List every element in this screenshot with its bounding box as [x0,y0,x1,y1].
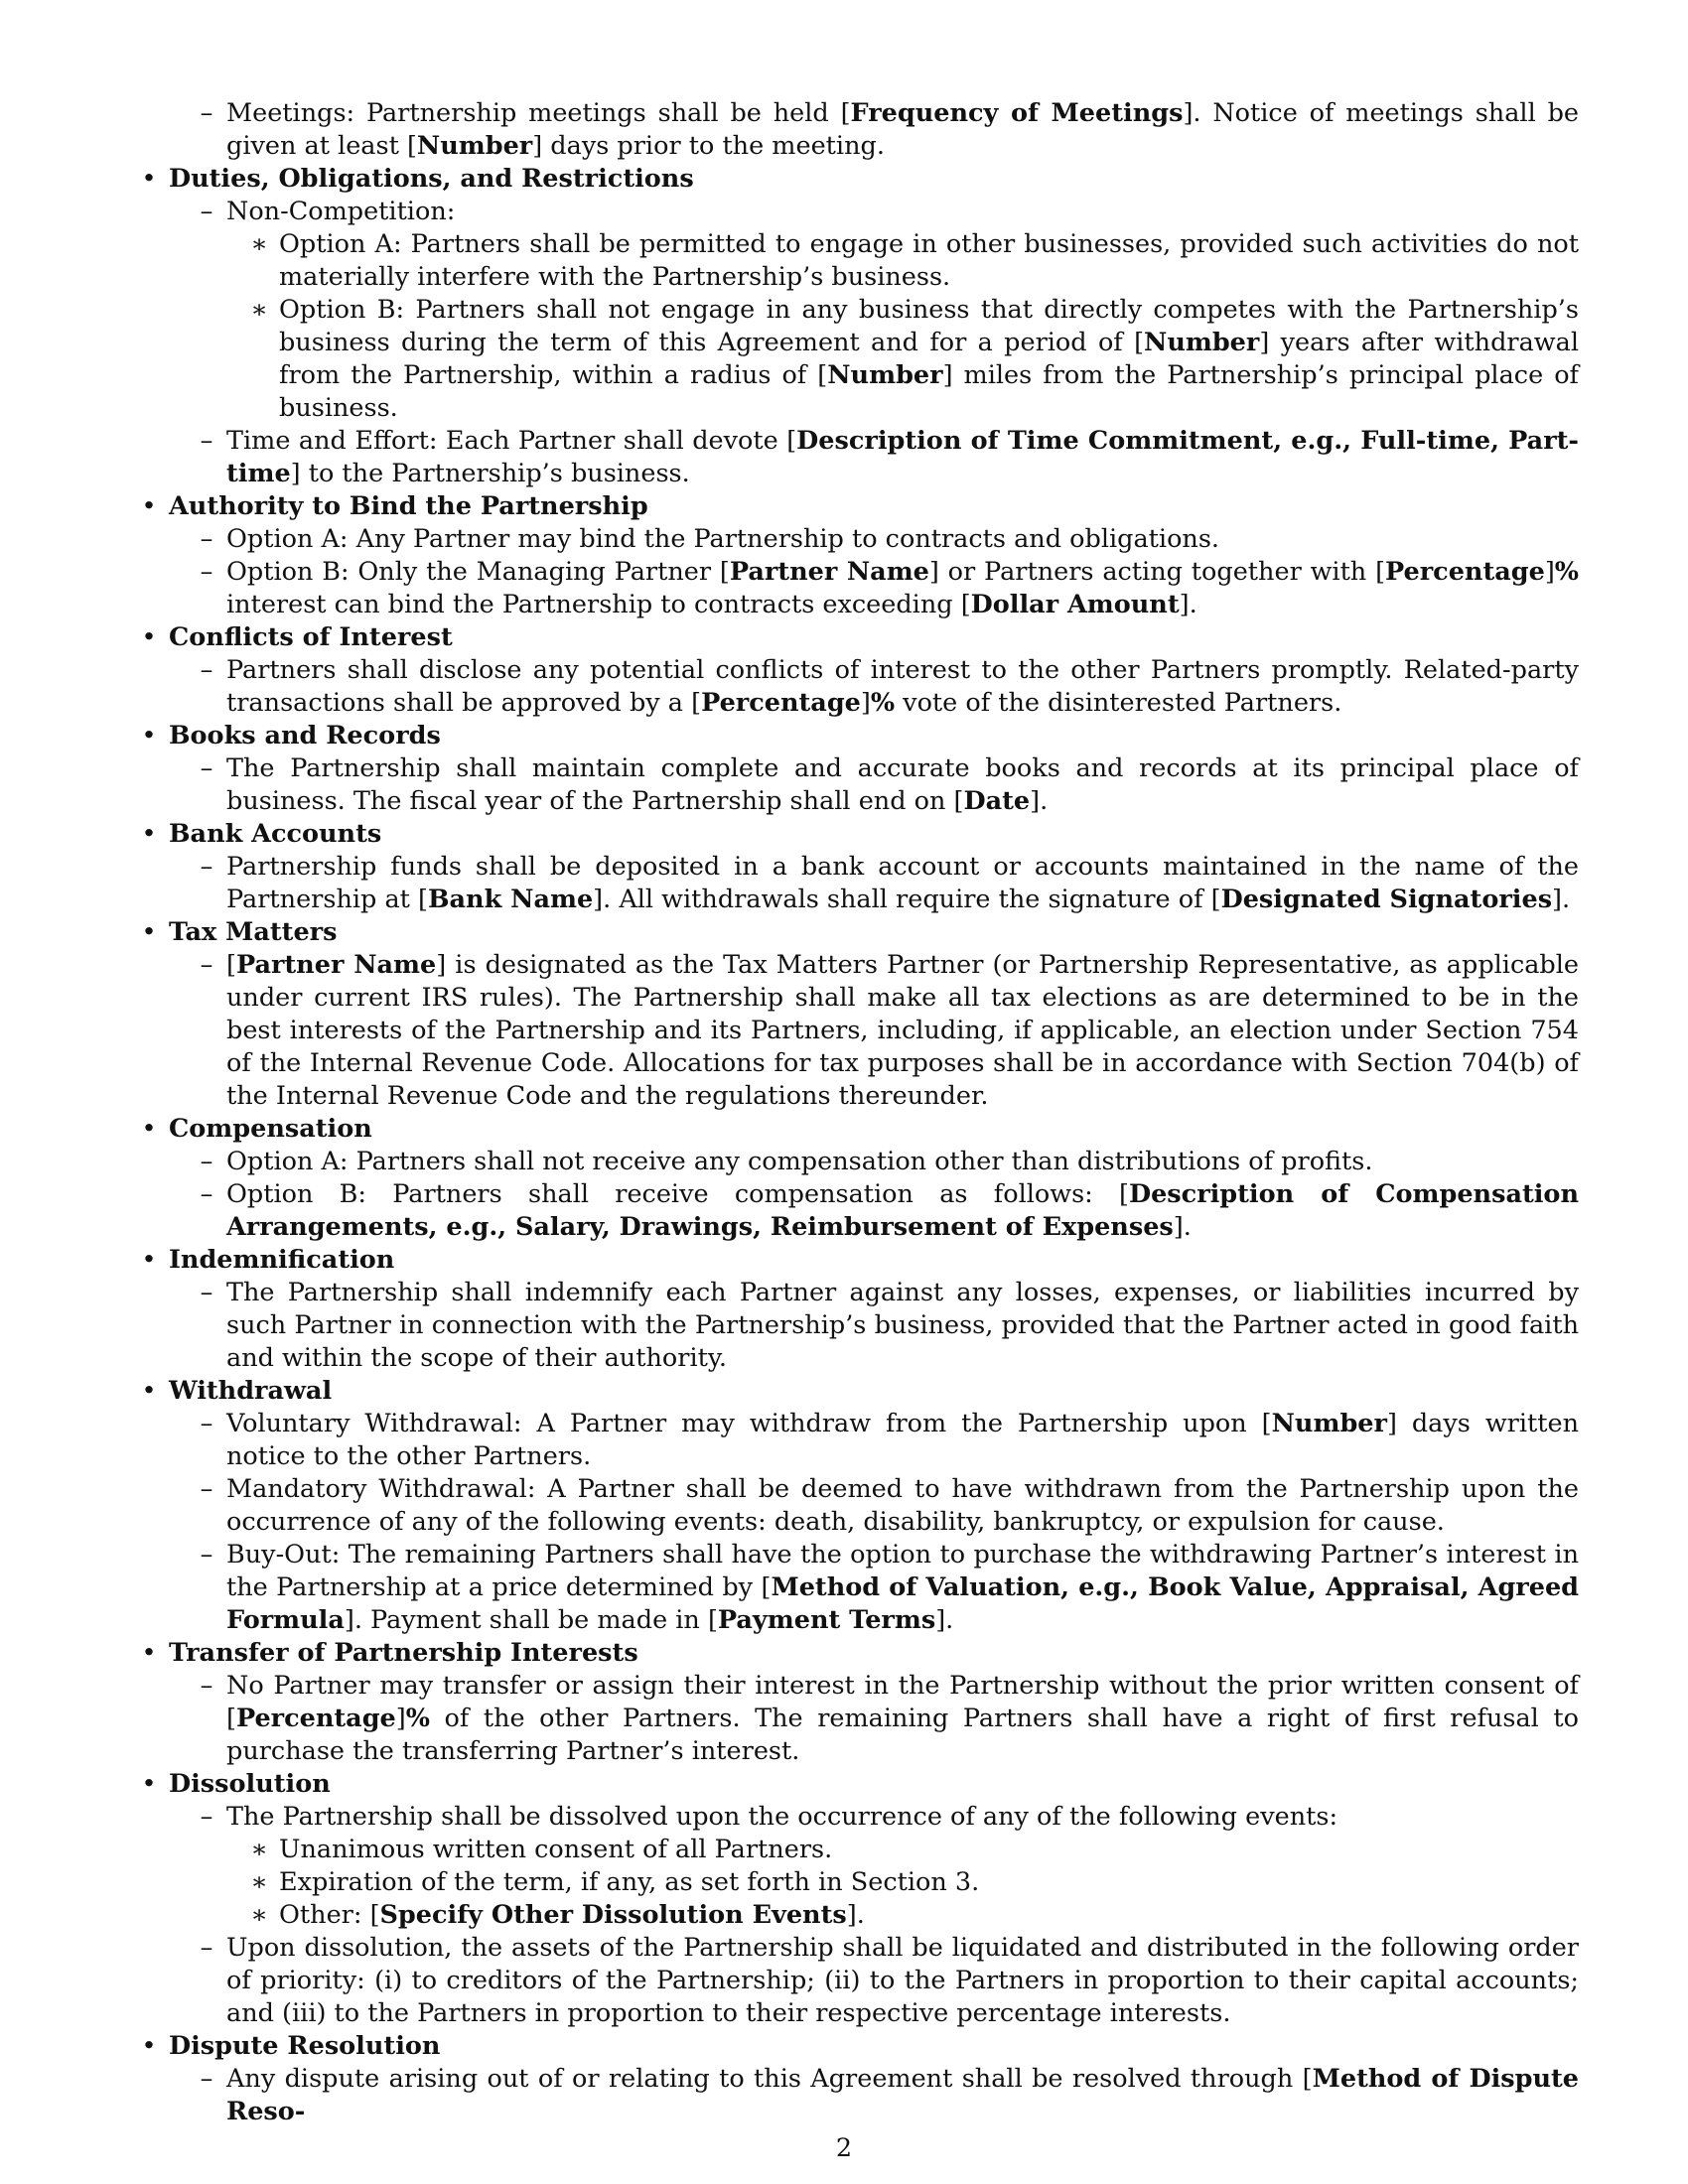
list-item: – Partners shall disclose any potential conflicts of interest to the other Partners promptly. Related-party transactions shall be approved by a [Percentage]% vote of the disinterested Partners. [200,655,1579,718]
list-item: – Option B: Only the Managing Partner [Partner Name] or Partners acting together with [Percentage]% interest can bind the Partnership to contracts exceeding [Dollar Amount]. [200,557,1580,619]
section-title: Tax Matters [169,917,338,947]
list-item: – The Partnership shall maintain complete and accurate books and records at its principal place of business. The fiscal year of the Partnership shall end on [Date]. [200,753,1579,816]
section-title: Dispute Resolution [169,2031,441,2061]
list-item: – Partnership funds shall be deposited in a bank account or accounts maintained in the name of the Partnership at [Bank Name]. All withdrawals shall require the signature of [Designated Signatories]. [200,852,1579,914]
section-title: Duties, Obligations, and Restrictions [169,164,694,194]
section-dispute [141,2030,1579,2128]
bullet-icon: • [141,491,157,521]
section-title: Bank Accounts [169,819,382,849]
section-list [141,163,1580,2128]
bullet-icon: • [141,622,157,652]
list-item: – No Partner may transfer or assign their interest in the Partnership without the prior written consent of [Percentage]% of the other Partners. The remaining Partners shall have a right of first refusal to purchase the transferring Partner’s interest. [200,1671,1579,1766]
bullet-icon: • [141,1114,157,1144]
meetings-list [200,97,1580,163]
list-item: – Non-Competition: ∗ Option A: Partners shall be permitted to engage in other businesses, provided such activities do not materially interfere with the Partnership’s business. ∗ Option B: Partners shall not engage in any business that directly competes with the Partnership’s business during the term of this Agreement and for a period of [Number] years after withdrawal from the Partnership, within a radius of [Number] miles from the Partnership’s principal place of business. [200,197,1579,423]
list-item: ∗ Option B: Partners shall not engage in any business that directly competes with the Partnership’s business during the term of this Agreement and for a period of [Number] years after withdrawal from the Partnership, within a radius of [Number] miles from the Partnership’s principal place of business. [250,295,1579,423]
bullet-icon: • [141,2031,157,2061]
section-title: Books and Records [169,721,441,751]
bullet-icon: • [141,721,157,751]
asterisk-icon: ∗ [250,1835,268,1864]
bullet-icon: • [141,917,157,947]
section-duties [141,163,1579,490]
section-bank [141,818,1579,916]
list-item: ∗ Option A: Partners shall be permitted to engage in other businesses, provided such activities do not materially interfere with the Partnership’s business. [250,229,1579,292]
asterisk-icon: ∗ [250,1867,268,1897]
section-transfer [141,1637,1579,1768]
bullet-icon: • [141,1245,157,1275]
section-compensation [141,1113,1579,1244]
list-item: ∗ Expiration of the term, if any, as set forth in Section 3. [250,1867,980,1897]
section-books [141,720,1579,818]
section-title: Dissolution [169,1769,331,1799]
section-title: Compensation [169,1114,372,1144]
document-body [141,97,1580,2128]
section-title: Transfer of Partnership Interests [169,1638,638,1668]
asterisk-icon: ∗ [250,295,268,325]
bullet-icon: • [141,1638,157,1668]
list-item: – The Partnership shall be dissolved upon the occurrence of any of the following events: ∗ Unanimous written consent of all Partners. ∗ Expiration of the term, if any, as set forth in Section 3. ∗ Other: [Specify Other Dissolution Events]. [226,1801,1579,1932]
list-item: – Option A: Partners shall not receive any compensation other than distributions of profits. [200,1147,1373,1176]
list-item: – The Partnership shall indemnify each Partner against any losses, expenses, or liabilities incurred by such Partner in connection with the Partnership’s business, provided that the Partner acted in good faith and within the scope of their authority. [200,1278,1579,1373]
section-title: Authority to Bind the Partnership [169,491,648,521]
list-item: ∗ Unanimous written consent of all Partners. [250,1835,833,1864]
section-title: Withdrawal [169,1376,333,1406]
bullet-icon: • [141,1376,157,1406]
asterisk-icon: ∗ [250,229,268,259]
bullet-icon: • [141,819,157,849]
section-authority [141,490,1580,621]
list-item: – Upon dissolution, the assets of the Partnership shall be liquidated and distributed in the following order of priority: (i) to creditors of the Partnership; (ii) to the Partners in proportion to their capital accounts; and (iii) to the Partners in proportion to their respective percentage interests. [200,1933,1579,2028]
asterisk-icon: ∗ [250,1900,268,1930]
meetings-item: – Meetings: Partnership meetings shall be held [Frequency of Meetings]. Notice of meetings shall be given at least [Number] days prior to the meeting. [226,97,1579,163]
list-item: ∗ Other: [Specify Other Dissolution Events]. [250,1900,865,1930]
section-indemnification [141,1244,1579,1375]
dash-bullet: – [200,98,213,128]
page-number: 2 [835,2133,853,2163]
section-title: Indemnification [169,1245,395,1275]
section-dissolution [141,1768,1579,2030]
section-withdrawal [141,1375,1580,1637]
list-item: – Voluntary Withdrawal: A Partner may withdraw from the Partnership upon [Number] days written notice to the other Partners. [200,1409,1579,1471]
bullet-icon: • [141,164,157,194]
list-item: – Time and Effort: Each Partner shall devote [Description of Time Commitment, e.g., Full-time, Part-time] to the Partnership’s business. [200,426,1579,488]
bullet-icon: • [141,1769,157,1799]
list-item: – Buy-Out: The remaining Partners shall have the option to purchase the withdrawing Partner’s interest in the Partnership at a price determined by [Method of Valuation, e.g., Book Value, Appraisal, Agreed Formula]. Payment shall be made in [Payment Terms]. [200,1540,1580,1635]
list-item: – Option A: Any Partner may bind the Partnership to contracts and obligations. [200,524,1220,554]
section-title: Conflicts of Interest [169,622,453,652]
section-conflicts [141,621,1579,720]
section-tax [141,916,1580,1113]
list-item: – Mandatory Withdrawal: A Partner shall be deemed to have withdrawn from the Partnership upon the occurrence of any of the following events: death, disability, bankruptcy, or expulsion for cause. [200,1474,1579,1537]
list-item: – Option B: Partners shall receive compensation as follows: [Description of Compensation Arrangements, e.g., Salary, Drawings, Reimbursement of Expenses]. [200,1179,1579,1242]
list-item: – [Partner Name] is designated as the Tax Matters Partner (or Partnership Representative, as applicable under current IRS rules). The Partnership shall make all tax elections as are determined to be in the best interests of the Partnership and its Partners, including, if applicable, an election under Section 754 of the Internal Revenue Code. Allocations for tax purposes shall be in accordance with Section 704(b) of the Internal Revenue Code and the regulations thereunder. [200,950,1580,1111]
list-item: – Any dispute arising out of or relating to this Agreement shall be resolved through [Method of Dispute Reso- [200,2064,1579,2126]
